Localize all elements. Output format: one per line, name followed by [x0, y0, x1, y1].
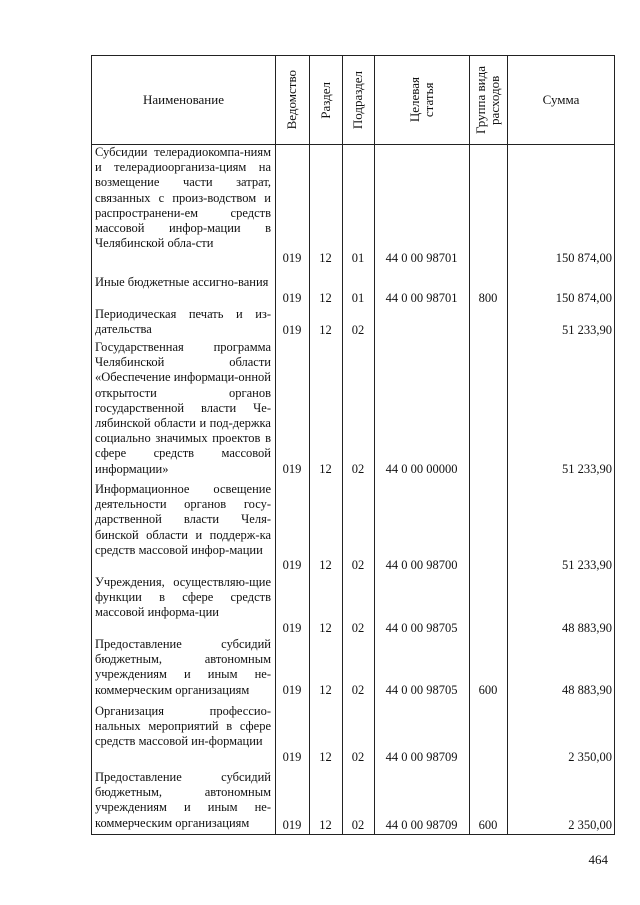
row-name: Информационное освещение деятельности органов госу-дарственной власти Челя-бинской области и поддерж-ка средств массовой инфор-мации	[95, 482, 271, 557]
header-summa: Сумма	[542, 92, 580, 107]
row-tselevaya: 44 0 00 98700	[385, 557, 458, 572]
table-row	[92, 340, 615, 477]
header-razdel-text: Раздел	[317, 81, 333, 119]
row-tselevaya: 44 0 00 98701	[385, 290, 458, 305]
row-name: Субсидии телерадиокомпа-ниям и телерадиоорганиза-циям на возмещение части затрат, связанных с произ-водством и распространени-ем средств массовой инфор-мации в Челябинской обла-сти	[95, 145, 271, 251]
table-row	[92, 575, 615, 636]
page-number: 464	[588, 852, 608, 867]
row-tselevaya: 44 0 00 98701	[385, 250, 458, 265]
row-name: Государственная программа Челябинской области «Обеспечение информаци-онной открытости органов государственной власти Че-лябинской области и под-держка социально значимых проектов в сфере средств массовой информации»	[95, 340, 271, 476]
row-razdel: 12	[319, 557, 332, 572]
table-row	[92, 637, 615, 698]
row-podrazdel: 02	[351, 557, 365, 572]
row-name: Предоставление субсидий бюджетным, автономным учреждениям и иным не-коммерческим организациям	[95, 637, 271, 697]
row-vedomstvo: 019	[282, 290, 302, 305]
row-razdel: 12	[319, 817, 332, 832]
header-gruppa-line2: расходов	[487, 75, 502, 125]
header-vedomstvo-text: Ведомство	[284, 70, 299, 130]
row-razdel: 12	[319, 250, 332, 265]
row-vedomstvo: 019	[282, 817, 302, 832]
row-razdel: 12	[319, 749, 332, 764]
header-gruppa-line1: Группа вида	[473, 66, 488, 134]
row-name: Иные бюджетные ассигно-вания	[95, 275, 269, 289]
row-gruppa: 800	[478, 290, 498, 305]
header-tselevaya-line1: Целевая	[406, 77, 422, 123]
header-razdel	[309, 56, 342, 144]
row-summa: 2 350,00	[568, 749, 612, 764]
row-summa: 51 233,90	[562, 461, 612, 476]
row-razdel: 12	[319, 461, 332, 476]
row-vedomstvo: 019	[282, 749, 302, 764]
row-tselevaya: 44 0 00 98709	[385, 749, 458, 764]
budget-table	[91, 55, 615, 835]
row-tselevaya: 44 0 00 00000	[385, 461, 458, 476]
header-vedomstvo	[275, 56, 309, 144]
table-row	[92, 482, 615, 573]
row-summa: 51 233,90	[562, 557, 612, 572]
row-podrazdel: 02	[351, 620, 365, 635]
row-podrazdel: 02	[351, 461, 365, 476]
row-podrazdel: 02	[351, 749, 365, 764]
row-podrazdel: 01	[351, 250, 365, 265]
row-gruppa: 600	[478, 817, 498, 832]
table-row	[92, 770, 615, 833]
row-name: Предоставление субсидий бюджетным, автономным учреждениям и иным не-коммерческим организациям	[95, 770, 271, 830]
header-podrazdel	[342, 56, 374, 144]
table-row	[92, 307, 615, 338]
row-name: Учреждения, осуществляю-щие функции в сфере средств массовой информа-ции	[95, 575, 271, 620]
table-row	[92, 704, 615, 765]
row-podrazdel: 02	[351, 682, 365, 697]
row-name: Периодическая печать и из-дательства	[95, 307, 271, 337]
header-gruppa-text	[474, 66, 502, 134]
row-gruppa: 600	[478, 682, 498, 697]
header-tselevaya-statya	[374, 56, 469, 144]
row-summa: 150 874,00	[555, 250, 612, 265]
header-tselevaya-line2: статья	[420, 82, 436, 118]
row-tselevaya: 44 0 00 98705	[385, 620, 458, 635]
row-summa: 150 874,00	[555, 290, 612, 305]
row-vedomstvo: 019	[282, 620, 302, 635]
header-tselevaya-text	[408, 77, 436, 122]
table-row	[92, 145, 615, 266]
row-podrazdel: 01	[351, 290, 365, 305]
row-vedomstvo: 019	[282, 682, 302, 697]
row-razdel: 12	[319, 620, 332, 635]
header-name: Наименование	[143, 92, 224, 107]
row-summa: 48 883,90	[562, 620, 612, 635]
row-tselevaya: 44 0 00 98705	[385, 682, 458, 697]
table-row	[92, 275, 615, 306]
row-razdel: 12	[319, 322, 332, 337]
row-name: Организация профессио-нальных мероприятий в сфере средств массовой ин-формации	[95, 704, 271, 749]
header-gruppa-vida-rashodov	[469, 56, 507, 144]
row-vedomstvo: 019	[282, 322, 302, 337]
row-podrazdel: 02	[351, 817, 365, 832]
row-razdel: 12	[319, 682, 332, 697]
row-vedomstvo: 019	[282, 557, 302, 572]
row-summa: 51 233,90	[562, 322, 612, 337]
row-razdel: 12	[319, 290, 332, 305]
header-podrazdel-text: Подраздел	[350, 70, 365, 130]
row-summa: 48 883,90	[562, 682, 612, 697]
row-summa: 2 350,00	[568, 817, 612, 832]
row-vedomstvo: 019	[282, 461, 302, 476]
row-podrazdel: 02	[351, 322, 365, 337]
row-vedomstvo: 019	[282, 250, 302, 265]
row-tselevaya: 44 0 00 98709	[385, 817, 458, 832]
